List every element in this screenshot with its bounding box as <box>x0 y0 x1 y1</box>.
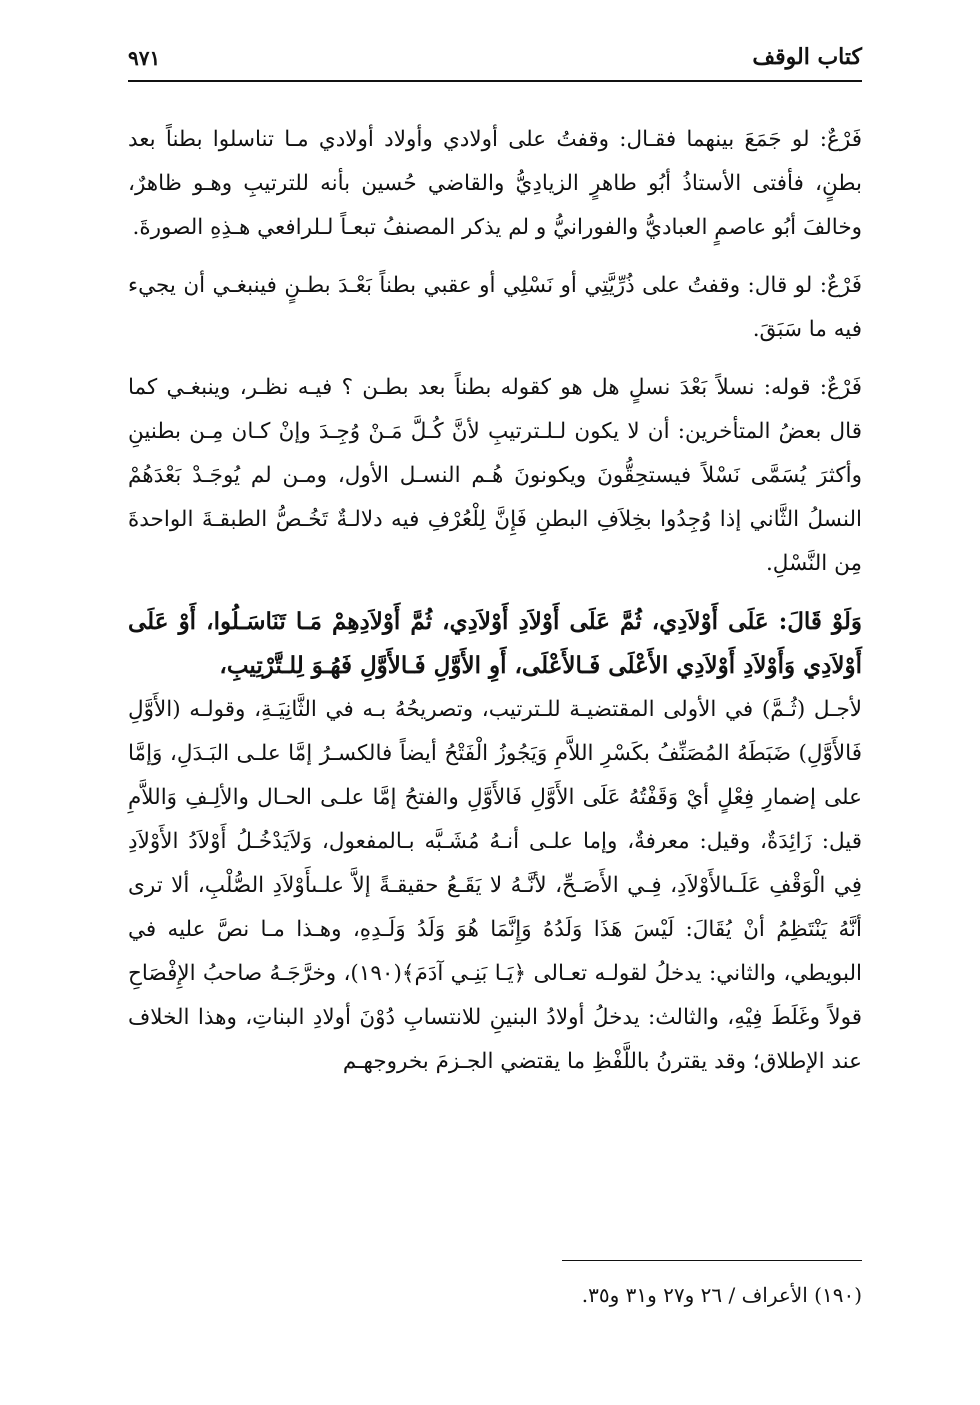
page-body <box>128 118 862 1084</box>
footnote-divider <box>562 1260 862 1261</box>
commentary-text: لأجـل (ثُـمَّ) في الأولى المقتضيـة للـترتيب، وتصريحُهُ بـه في الثَّانِيَـةِ، وقولـه (الأَوَّلِ فَالأَوَّلِ) ضَبَطَهُ المُصَنِّفُ بكَسْرِ اللاَّمِ وَيَجُوزُ الْفَتْحُ أيضاً فالكسـرُ إمَّا علـى البَـدَلِ، وَإمَّا على إضمارِ فِعْلٍ أيْ وَقَفْتُهُ عَلَى الأَوَّلِ فَالأَوَّلِ والفتحُ إمَّا علـى الحـال والألِـفِ وَاللاَّمِ قيل: زَائِدَةٌ، وقيل: معرفةٌ، وإما علـى أنـهُ مُشَـبَّه بـالمفعول، وَلاَيَدْخُـلُ أَوْلاَدُ الأَوْلاَدِ فِي الْوَقْفِ عَلَـىالأَوْلاَدِ، فِـي الأَصَـحِّ، لأنَّـهُ لا يَقَـعُ حقيقـةً إلاَّ علـىأَوْلاَدِ الصُّلْبِ، ألا ترى أنَّهُ يَنْتَظِمُ أنْ يُقَالَ: لَيْسَ هَذَا وَلَدُهُ وَإِنَّمَا هُوَ وَلَدُ وَلَـدِهِ، وهـذا مـا نصَّ عليه في البويطي، والثاني: يدخلُ لقولـه تعـالى ﴿يَـا بَنِـي آدَمَ﴾(١٩٠)، وخرَّجَـهُ صاحبُ الإِفْصَاحِ قولاً وغَلَطَ فِيْهِ، والثالث: يدخلُ أولادُ البنينِ للانتسابِ دُوْنَ أولادِ البناتِ، وهذا الخلاف عند الإطلاق؛ وقد يقترنُ باللَّفْظِ ما يقتضي الجـزمَ بخروجهـم <box>128 697 862 1074</box>
paragraph-far-3: فَرْعٌ: قوله: نسلاً بَعْدَ نسلٍ هل هو كقوله بطناً بعد بطـن ؟ فيـه نظـر، وينبغـي كما قال بعضُ المتأخرين: أن لا يكون لـلـترتيبِ لأنَّ كُـلَّ مَـنْ وُجِـدَ وإنْ كـان مِـن بطنينِ وأكثرَ يُسَمَّى نَسْلاً فيستحِقُّونَ ويكونونَ هُـم النسـل الأول، ومـن لم يُوجَـدْ بَعْدَهُمْ النسلُ الثَّاني إذا وُجِدُوا بخِلاَفِ البطنِ فَإِنَّ لِلْعُرْفِ فيه دلالـةٌ تَخُـصُّ الطبقـةَ الواحدةَ مِن النَّسْلِ. <box>128 375 862 576</box>
running-title: كتاب الوقف <box>752 44 862 70</box>
matn-text: وَلَوْ قَالَ: عَلَى أَوْلاَدِي، ثُمَّ عَلَى أَوْلاَدِ أَوْلاَدِي، ثُمَّ أَوْلاَدِهِمْ مَـا تَنَاسَـلُوا، أَوْ عَلَى أَوْلاَدِي وَأَوْلاَدِ أَوْلاَدِي الأَعْلَى فَـالأَعْلَى، أَوِ الأَوَّلِ فَـالأَوَّلِ فَهُـوَ لِلـتَّرْتِيبِ، <box>128 608 862 679</box>
footnote: (١٩٠) الأعراف / ٢٦ و٢٧ و٣١ و٣٥. <box>581 1283 862 1307</box>
paragraph-far-1: فَرْعٌ: لو جَمَعَ بينهما فقـال: وقفتُ على أولادي وأولاد أولادي مـا تناسلوا بطناً بعد بطنٍ، فأفتى الأستاذُ أبُو طاهرٍ الزيادِيُّ والقاضي حُسين بأنه للترتيبِ وهـو ظاهرٌ، وخالفَ أبُو عاصمٍ العباديُّ والفورانيُّ و لم يذكر المصنفُ تبعـاً لـلرافعي هـذِهِ الصورةَ. <box>128 127 862 240</box>
page-header <box>128 40 862 82</box>
paragraph-far-2: فَرْعٌ: لو قال: وقفتُ على ذُرِّيَّتِي أو نَسْلِي أو عقبي بطناً بَعْـدَ بطـنٍ فينبغـي أن يجيء فيه ما سَبَقَ. <box>128 273 862 342</box>
book-page <box>128 40 862 1380</box>
page-number: ٩٧١ <box>128 46 161 70</box>
